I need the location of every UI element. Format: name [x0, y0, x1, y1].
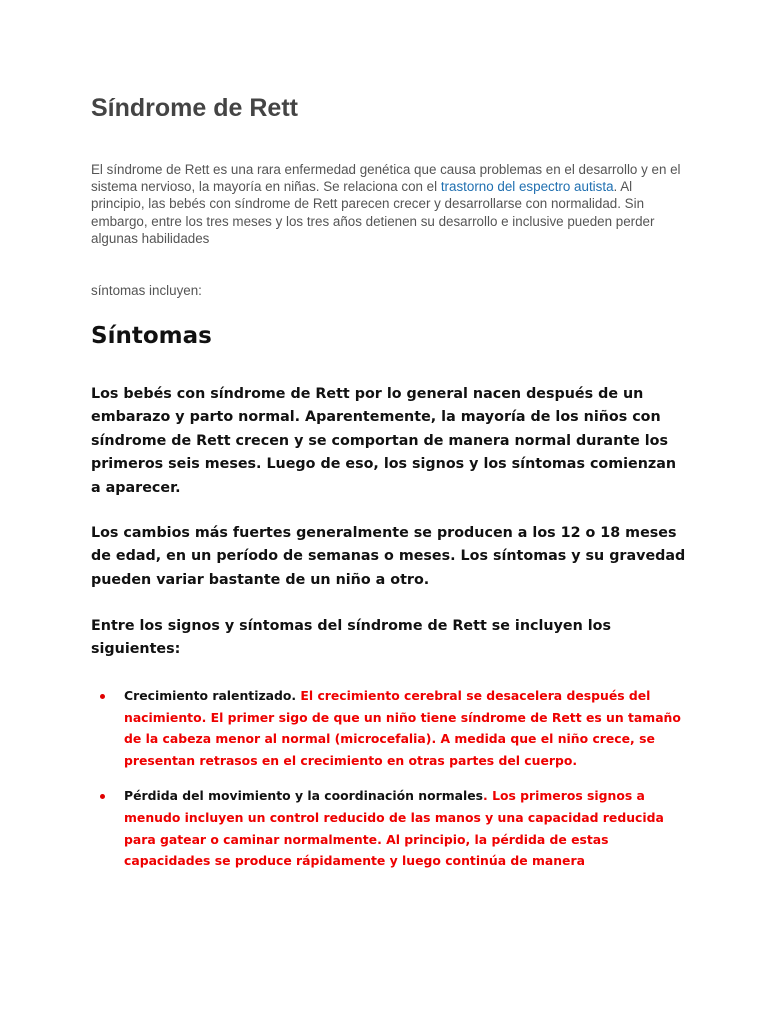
paragraph-signs-intro: Entre los signos y síntomas del síndrome de Rett se incluyen los siguientes: — [91, 618, 611, 658]
paragraph-birth: Los bebés con síndrome de Rett por lo general nacen después de un embarazo y parto normal. Aparentemente, la mayoría de los niños con síndrome de Rett crecen y se comportan de manera normal durante los primeros seis meses. Luego de eso, los signos y los síntomas comienzan a aparecer. — [91, 386, 677, 496]
autism-spectrum-link[interactable]: trastorno del espectro autista — [440, 179, 614, 195]
symptom-detail: El crecimiento cerebral se desacelera después del nacimiento. El primer sigo de que un niño tiene síndrome de Rett es un tamaño de la cabeza menor al normal (microcefalia). A medida que el niño crece, se presentan retrasos en el crecimiento en otras partes del cuerpo. — [124, 688, 681, 768]
symptom-detail: . Los primeros signos a menudo incluyen un control reducido de las manos y una capacidad reducida para gatear o caminar normalmente. Al principio, la pérdida de estas capacidades se produce rápidamente y luego continúa de manera — [124, 788, 664, 869]
symptoms-note: síntomas incluyen: — [91, 283, 202, 298]
bullet-icon — [100, 794, 105, 799]
symptoms-list — [91, 685, 691, 872]
bullet-icon — [100, 694, 105, 699]
list-item — [91, 685, 691, 771]
list-item — [91, 785, 691, 871]
page-title: Síndrome de Rett — [91, 94, 298, 122]
intro-text-before-link: El síndrome de Rett es una rara enfermedad genética que causa problemas en el desarrollo y en el sistema nervioso, la mayoría en niñas. Se relaciona con el — [91, 162, 681, 195]
intro-paragraph — [91, 161, 681, 247]
intro-text-after-link: . Al principio, las bebés con síndrome de Rett parecen crecer y desarrollarse con normalidad. Sin embargo, entre los tres meses y los tres años detienen su desarrollo e inclusive pueden perder algunas habilidades — [91, 179, 655, 246]
symptom-lead: Pérdida del movimiento y la coordinación normales — [124, 788, 484, 804]
section-title-symptoms: Síntomas — [91, 323, 212, 349]
symptom-lead: Crecimiento ralentizado. — [124, 688, 297, 703]
paragraph-changes: Los cambios más fuertes generalmente se producen a los 12 o 18 meses de edad, en un período de semanas o meses. Los síntomas y su gravedad pueden variar bastante de un niño a otro. — [91, 525, 686, 588]
